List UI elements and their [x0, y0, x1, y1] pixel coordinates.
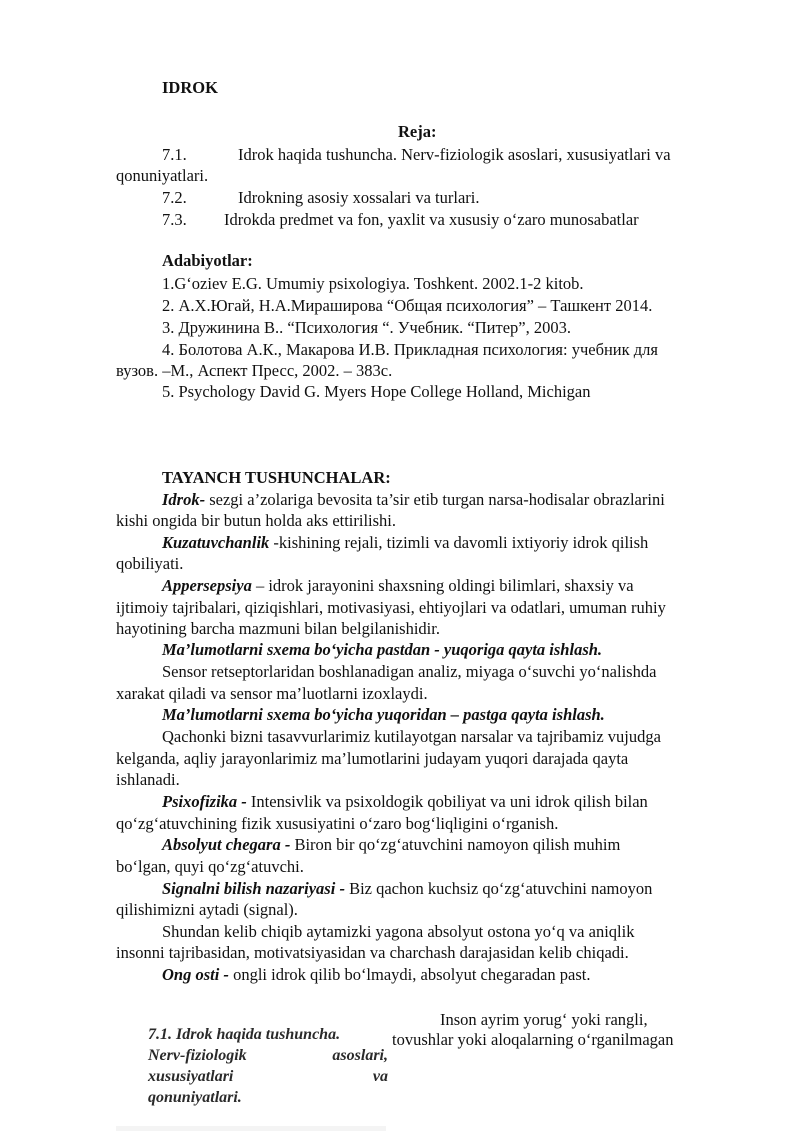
- section-heading-line: xususiyatlari va: [148, 1068, 388, 1085]
- section-heading-line: qonuniyatlari.: [148, 1089, 242, 1106]
- concept-text: hayotining barcha mazmuni bilan belgilanishidir.: [116, 619, 440, 638]
- plan-item: 7.1. Idrok haqida tushuncha. Nerv-fiziologik asoslari, xususiyatlari va: [162, 145, 671, 164]
- concept-text: kelganda, aqliy jarayonlarimiz ma’lumotlarini judayam yuqori darajada qayta: [116, 749, 629, 768]
- plan-heading: Reja:: [398, 122, 437, 141]
- concept-text: qobiliyati.: [116, 554, 184, 573]
- plan-item: 7.2. Idrokning asosiy xossalari va turlari.: [162, 188, 480, 207]
- concept-text: bo‘lgan, quyi qo‘zg‘atuvchi.: [116, 857, 304, 876]
- concept-text: kishi ongida bir butun holda aks ettirilishi.: [116, 511, 397, 530]
- plan-item-continuation: qonuniyatlari.: [116, 166, 209, 185]
- concept-text: Shundan kelib chiqib aytamizki yagona absolyut ostona yo‘q va aniqlik: [162, 922, 635, 941]
- literature-item: 3. Дружинина В.. “Психология “. Учебник. “Питер”, 2003.: [162, 318, 571, 337]
- literature-item: 5. Psychology David G. Myers Hope College Holland, Michigan: [162, 382, 591, 401]
- concept-top-down-heading: Ma’lumotlarni sxema bo‘yicha yuqoridan – pastga qayta ishlash.: [162, 705, 605, 724]
- concept-psixofizika: Psixofizika - Intensivlik va psixoldogik qobiliyat va uni idrok qilish bilan: [162, 792, 648, 811]
- concepts-heading: TAYANCH TUSHUNCHALAR:: [162, 468, 391, 487]
- section-heading-line: Nerv-fiziologik asoslari,: [148, 1047, 388, 1064]
- concept-kuzatuvchanlik: Kuzatuvchanlik -kishining rejali, tizimli va davomli ixtiyoriy idrok qilish: [162, 533, 649, 552]
- section-heading-image: [148, 1024, 388, 1108]
- literature-item: 2. А.Х.Югай, Н.А.Мираширова “Общая психология” – Ташкент 2014.: [162, 296, 653, 315]
- document-title: IDROK: [162, 78, 218, 97]
- concept-absolyut-chegara: Absolyut chegara - Biron bir qo‘zg‘atuvchini namoyon qilish muhim: [162, 835, 621, 854]
- concept-signal-theory: Signalni bilish nazariyasi - Biz qachon kuchsiz qo‘zg‘atuvchini namoyon: [162, 879, 653, 898]
- literature-item: 4. Болотова А.К., Макарова И.В. Прикладная психология: учебник для: [162, 340, 658, 359]
- concept-text: Sensor retseptorlaridan boshlanadigan analiz, miyaga o‘suvchi yo‘nalishda: [162, 662, 657, 681]
- concept-idrok: Idrok- sezgi a’zolariga bevosita ta’sir etib turgan narsa-hodisalar obrazlarini: [162, 490, 665, 509]
- literature-item-continuation: вузов. –М., Аспект Пресс, 2002. – 383с.: [116, 361, 393, 380]
- section-body-text: tovushlar yoki aloqalarning o‘rganilmagan: [392, 1030, 674, 1049]
- literature-heading: Adabiyotlar:: [162, 251, 253, 270]
- concept-text: qilishimizni aytadi (signal).: [116, 900, 298, 919]
- concept-ong-osti: Ong osti - ongli idrok qilib bo‘lmaydi, absolyut chegaradan past.: [162, 965, 591, 984]
- image-edge-divider: [116, 1126, 386, 1131]
- concept-text: insonni tajribasidan, motivatsiyasidan va charchash darajasidan kelib chiqadi.: [116, 943, 629, 962]
- literature-item: 1.G‘oziev E.G. Umumiy psixologiya. Toshkent. 2002.1-2 kitob.: [162, 274, 584, 293]
- plan-item: 7.3. Idrokda predmet va fon, yaxlit va xususiy o‘zaro munosabatlar: [162, 210, 639, 229]
- concept-text: Qachonki bizni tasavvurlarimiz kutilayotgan narsalar va tajribamiz vujudga: [162, 727, 661, 746]
- concept-appersepsiya: Appersepsiya – idrok jarayonini shaxsning oldingi bilimlari, shaxsiy va: [162, 576, 634, 595]
- concept-text: ishlanadi.: [116, 770, 180, 789]
- concept-text: xarakat qiladi va sensor ma’luotlarni izoxlaydi.: [116, 684, 428, 703]
- concept-text: qo‘zg‘atuvchining fizik xususiyatini o‘zaro bog‘liqligini o‘rganish.: [116, 814, 559, 833]
- section-heading-line: 7.1. Idrok haqida tushuncha.: [148, 1026, 341, 1043]
- concept-text: ijtimoiy tajribalari, qiziqishlari, motivasiyasi, ehtiyojlari va odatlari, umuman ruhiy: [116, 598, 666, 617]
- section-body-text: Inson ayrim yorug‘ yoki rangli,: [440, 1010, 648, 1029]
- concept-bottom-up-heading: Ma’lumotlarni sxema bo‘yicha pastdan - yuqoriga qayta ishlash.: [162, 640, 603, 659]
